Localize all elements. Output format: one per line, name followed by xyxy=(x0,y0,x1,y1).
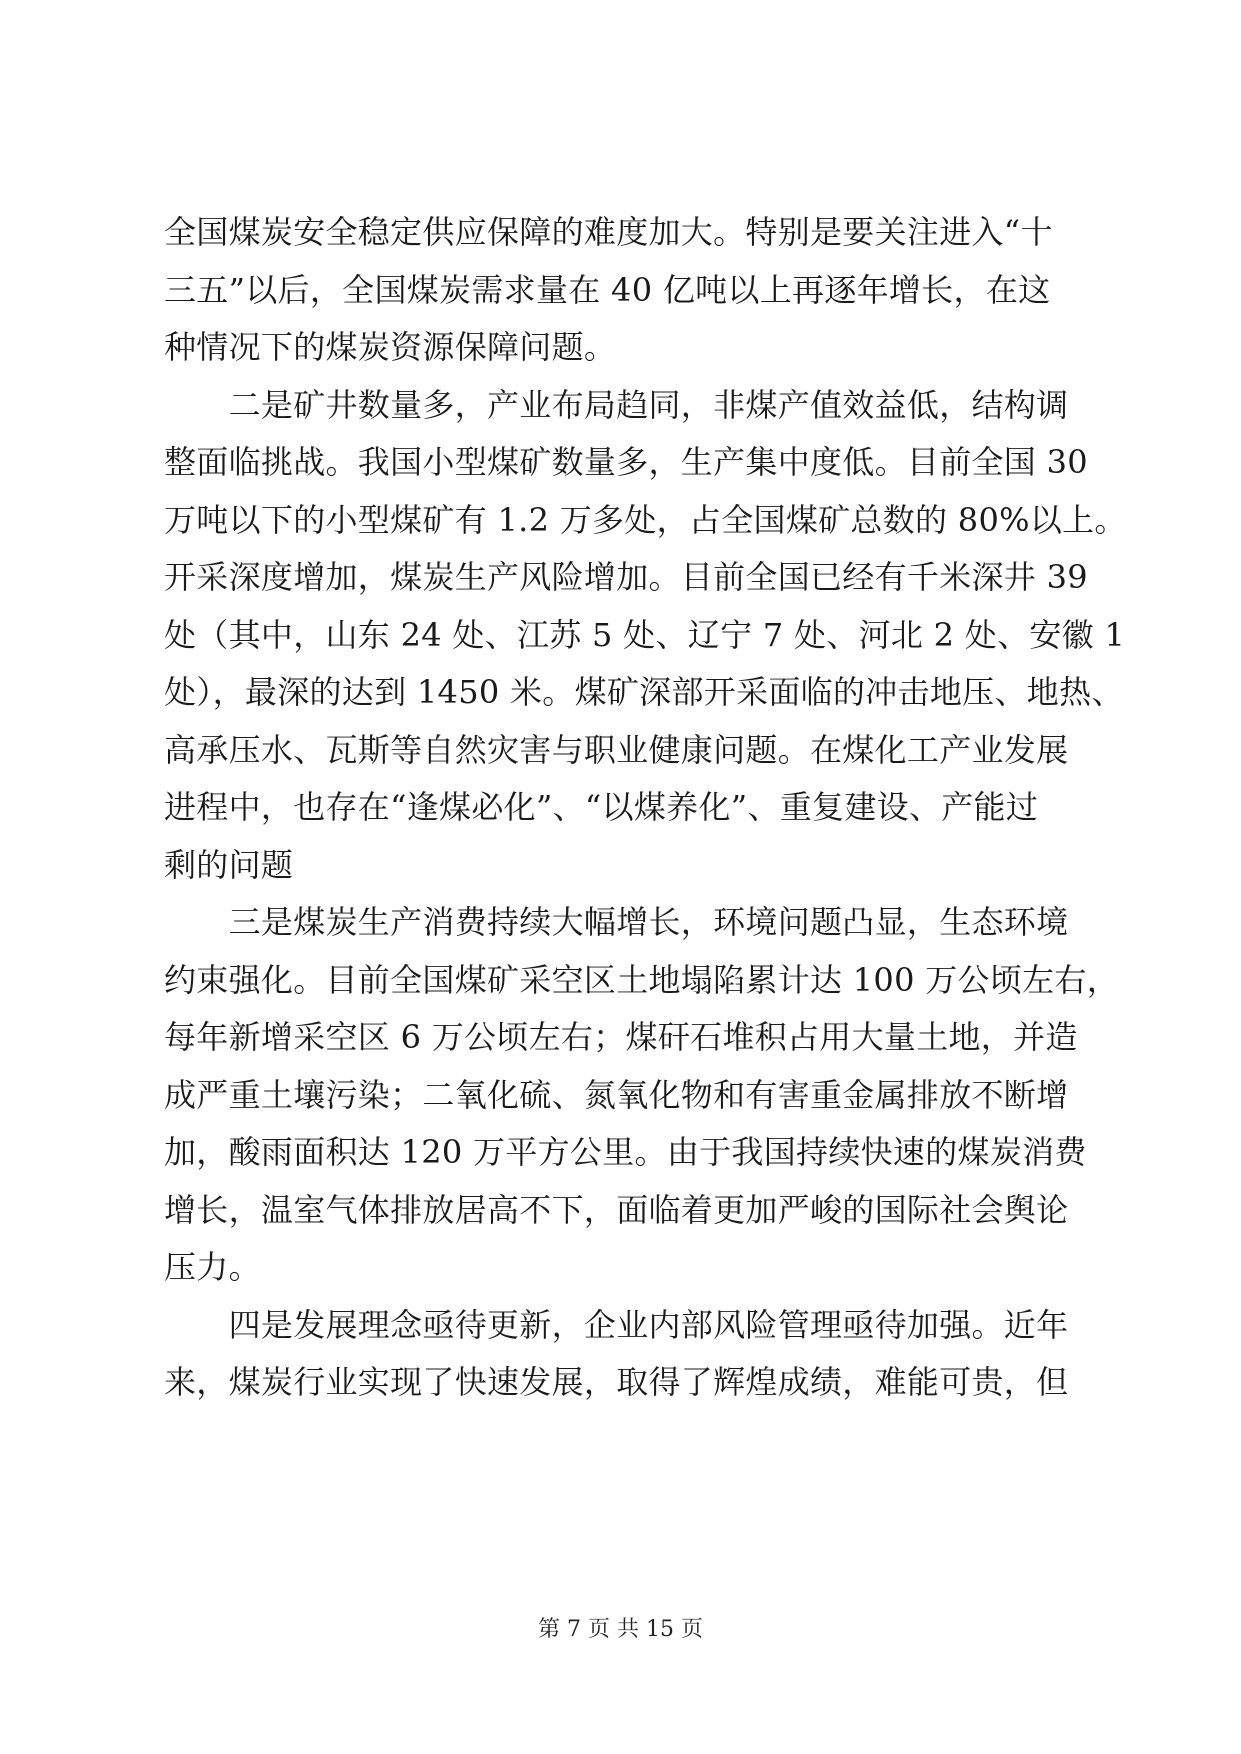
text-line: 四是发展理念亟待更新，企业内部风险管理亟待加强。近年 xyxy=(164,1305,1069,1344)
text-line: 加，酸雨面积达 120 万平方公里。由于我国持续快速的煤炭消费 xyxy=(164,1133,1087,1171)
text-line: 来，煤炭行业实现了快速发展，取得了辉煌成绩，难能可贵，但 xyxy=(164,1363,1069,1401)
text-line: 整面临挑战。我国小型煤矿数量多，生产集中度低。目前全国 30 xyxy=(164,443,1088,481)
text-line: 约束强化。目前全国煤矿采空区土地塌陷累计达 100 万公顷左右， xyxy=(164,960,1120,999)
text-line: 每年新增采空区 6 万公顷左右；煤矸石堆积占用大量土地，并造 xyxy=(164,1018,1078,1056)
text-line: 处），最深的达到 1450 米。煤矿深部开采面临的冲击地压、地热、 xyxy=(164,673,1124,711)
text-line: 成严重土壤污染；二氧化硫、氮氧化物和有害重金属排放不断增 xyxy=(164,1075,1069,1114)
text-line: 开采深度增加，煤炭生产风险增加。目前全国已经有千米深井 39 xyxy=(164,558,1088,596)
text-line: 高承压水、瓦斯等自然灾害与职业健康问题。在煤化工产业发展 xyxy=(164,730,1069,769)
text-line: 进程中，也存在“逢煤必化”、“以煤养化”、重复建设、产能过 xyxy=(164,788,1039,826)
text-line: 剩的问题 xyxy=(164,845,294,884)
text-line: 二是矿井数量多，产业布局趋同，非煤产值效益低，结构调 xyxy=(164,385,1069,424)
text-line: 处（其中，山东 24 处、江苏 5 处、辽宁 7 处、河北 2 处、安徽 1 xyxy=(164,615,1126,654)
text-line: 种情况下的煤炭资源保障问题。 xyxy=(164,328,617,366)
text-line: 万吨以下的小型煤矿有 1.2 万多处，占全国煤矿总数的 80%以上。 xyxy=(164,500,1127,539)
text-line: 全国煤炭安全稳定供应保障的难度加大。特别是要关注进入“十 xyxy=(164,213,1053,251)
body-text xyxy=(164,204,1127,1412)
page-number-footer: 第 7 页 共 15 页 xyxy=(538,1617,703,1642)
text-line: 增长，温室气体排放居高不下，面临着更加严峻的国际社会舆论 xyxy=(164,1190,1069,1229)
text-line: 压力。 xyxy=(164,1248,261,1286)
text-line: 三五”以后，全国煤炭需求量在 40 亿吨以上再逐年增长，在这 xyxy=(164,270,1051,309)
text-line: 三是煤炭生产消费持续大幅增长，环境问题凸显，生态环境 xyxy=(164,903,1069,941)
